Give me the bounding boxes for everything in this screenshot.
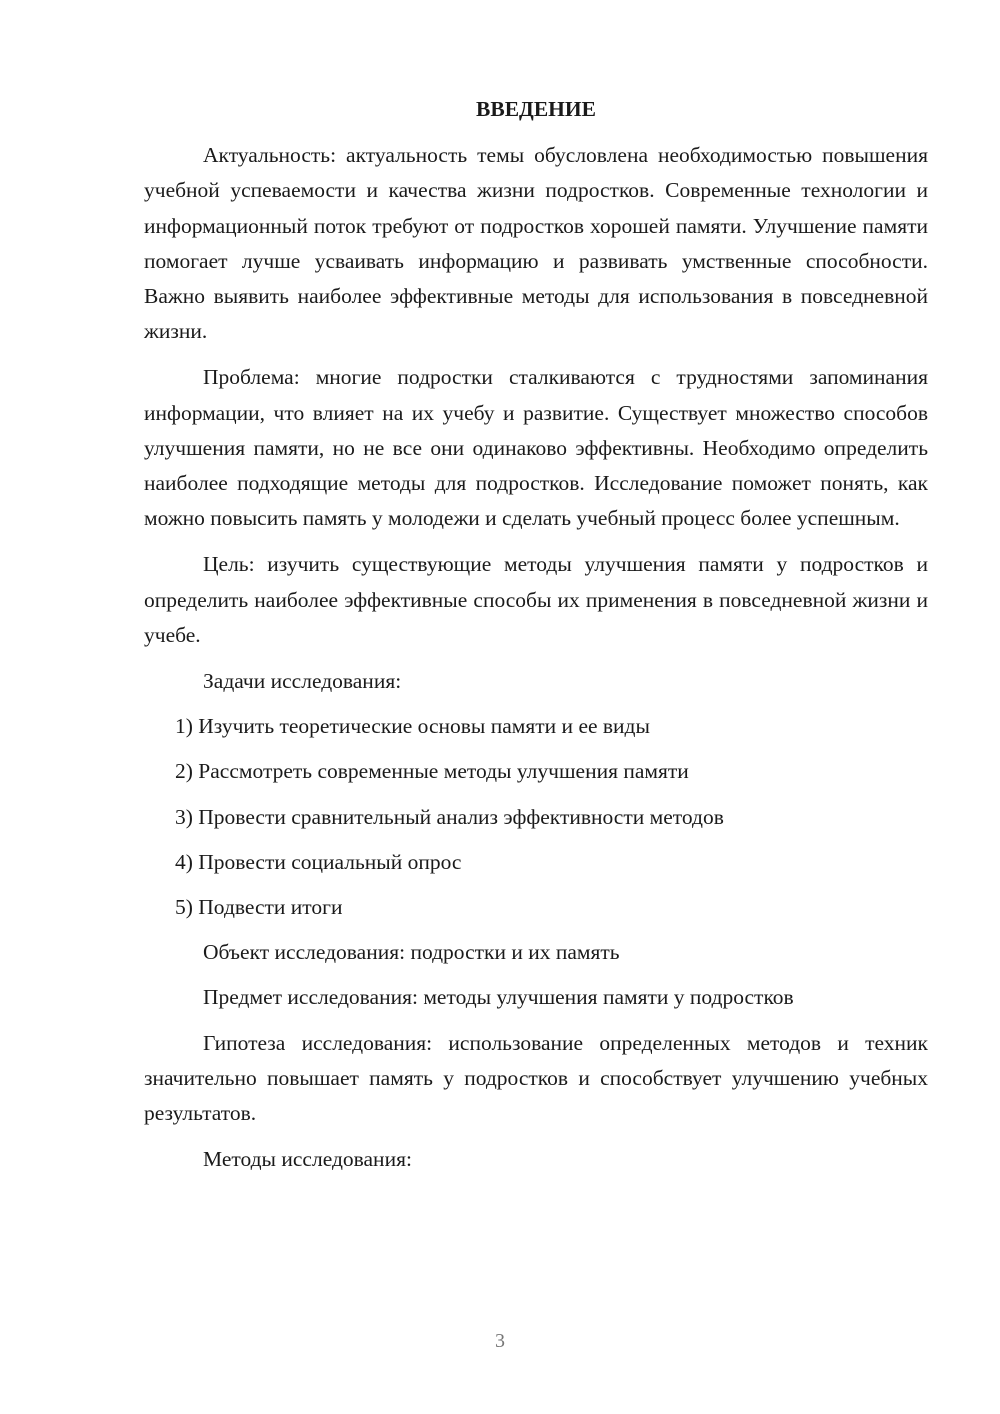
methods-title: Методы исследования: [203, 1147, 412, 1172]
task-item: 3) Провести сравнительный анализ эффективности методов [175, 804, 724, 829]
task-item: 1) Изучить теоретические основы памяти и ее виды [175, 714, 650, 739]
relevance-paragraph: Актуальность: актуальность темы обусловлена необходимостью повышения учебной успеваемости и качества жизни подростков. Современные технологии и информационный поток требуют от подростков хорошей памяти. Улучшение памяти помогает лучше усваивать информацию и развивать умственные способности. Важно выявить наиболее эффективные методы для использования в повседневной жизни. [144, 143, 928, 344]
task-item: 2) Рассмотреть современные методы улучшения памяти [175, 759, 689, 784]
research-subject: Предмет исследования: методы улучшения памяти у подростков [203, 985, 794, 1010]
research-object: Объект исследования: подростки и их память [203, 940, 620, 965]
hypothesis-paragraph: Гипотеза исследования: использование определенных методов и техник значительно повышает память у подростков и способствует улучшению учебных результатов. [144, 1030, 928, 1126]
problem-paragraph: Проблема: многие подростки сталкиваются с трудностями запоминания информации, что влияет на их учебу и развитие. Существует множество способов улучшения памяти, но не все они одинаково эффективны. Необходимо определить наиболее подходящие методы для подростков. Исследование поможет понять, как можно повысить память у молодежи и сделать учебный процесс более успешным. [144, 365, 928, 531]
tasks-title: Задачи исследования: [203, 669, 402, 694]
task-item: 5) Подвести итоги [175, 895, 343, 920]
section-heading: ВВЕДЕНИЕ [476, 97, 596, 121]
goal-paragraph: Цель: изучить существующие методы улучшения памяти у подростков и определить наиболее эффективные способы их применения в повседневной жизни и учебе. [144, 552, 928, 647]
tasks-list [144, 709, 928, 925]
page-content [144, 92, 928, 1187]
task-item: 4) Провести социальный опрос [175, 849, 462, 874]
page-number: 3 [495, 1330, 505, 1352]
